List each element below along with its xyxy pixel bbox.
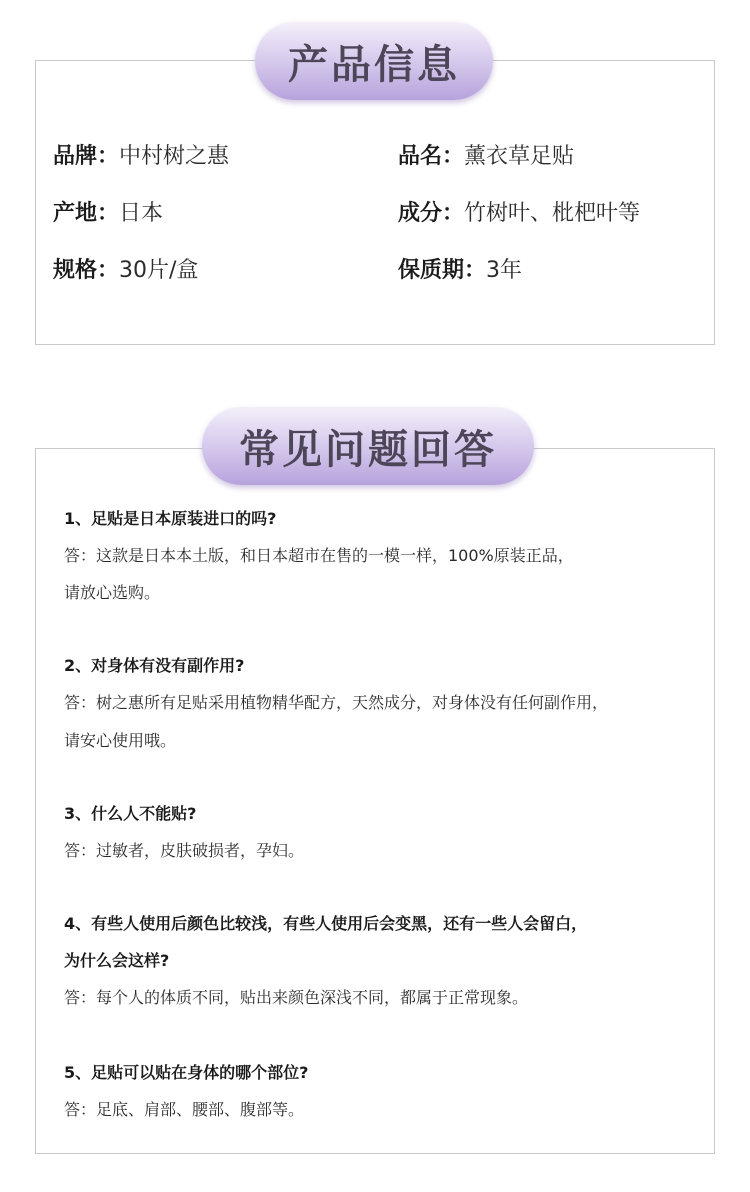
spec-label: 规格： [53, 258, 120, 283]
faq-question: 2、对身体有没有副作用? [64, 656, 245, 675]
spec-label: 产地： [53, 201, 120, 226]
spec-value: 竹树叶、枇杷叶等 [464, 201, 641, 226]
spec-size [53, 256, 198, 286]
faq-question: 3、什么人不能贴? [64, 804, 197, 823]
faq-answer: 答：过敏者，皮肤破损者，孕妇。 [64, 841, 305, 860]
faq-answer: 答：树之惠所有足贴采用植物精华配方，天然成分，对身体没有任何副作用， [64, 693, 609, 712]
faq-answer: 请安心使用哦。 [64, 731, 177, 750]
spec-shelf-life [398, 256, 522, 286]
spec-label: 保质期： [398, 258, 487, 283]
faq-title: 常见问题回答 [202, 407, 534, 485]
faq-question: 为什么会这样? [64, 951, 170, 970]
spec-value: 中村树之惠 [119, 144, 230, 169]
spec-value: 日本 [119, 201, 164, 226]
faq-answer: 请放心选购。 [64, 583, 161, 602]
spec-brand [53, 142, 229, 172]
faq-answer: 答：足底、肩部、腰部、腹部等。 [64, 1100, 305, 1119]
faq-answer: 答：每个人的体质不同，贴出来颜色深浅不同，都属于正常现象。 [64, 988, 529, 1007]
spec-ingredients [398, 199, 640, 229]
spec-value: 薰衣草足贴 [464, 144, 575, 169]
faq-question: 1、足贴是日本原装进口的吗? [64, 509, 277, 528]
product-info-title: 产品信息 [255, 22, 493, 100]
faq-question: 4、有些人使用后颜色比较浅，有些人使用后会变黑，还有一些人会留白， [64, 914, 588, 933]
faq-answer: 答：这款是日本本土版，和日本超市在售的一模一样，100%原装正品， [64, 546, 574, 565]
spec-value: 3年 [486, 258, 523, 283]
spec-product-name [398, 142, 574, 172]
spec-label: 成分： [398, 201, 465, 226]
spec-label: 品牌： [53, 144, 120, 169]
spec-origin [53, 199, 163, 229]
spec-label: 品名： [398, 144, 465, 169]
faq-question: 5、足贴可以贴在身体的哪个部位? [64, 1063, 309, 1082]
spec-value: 30片/盒 [119, 258, 199, 283]
